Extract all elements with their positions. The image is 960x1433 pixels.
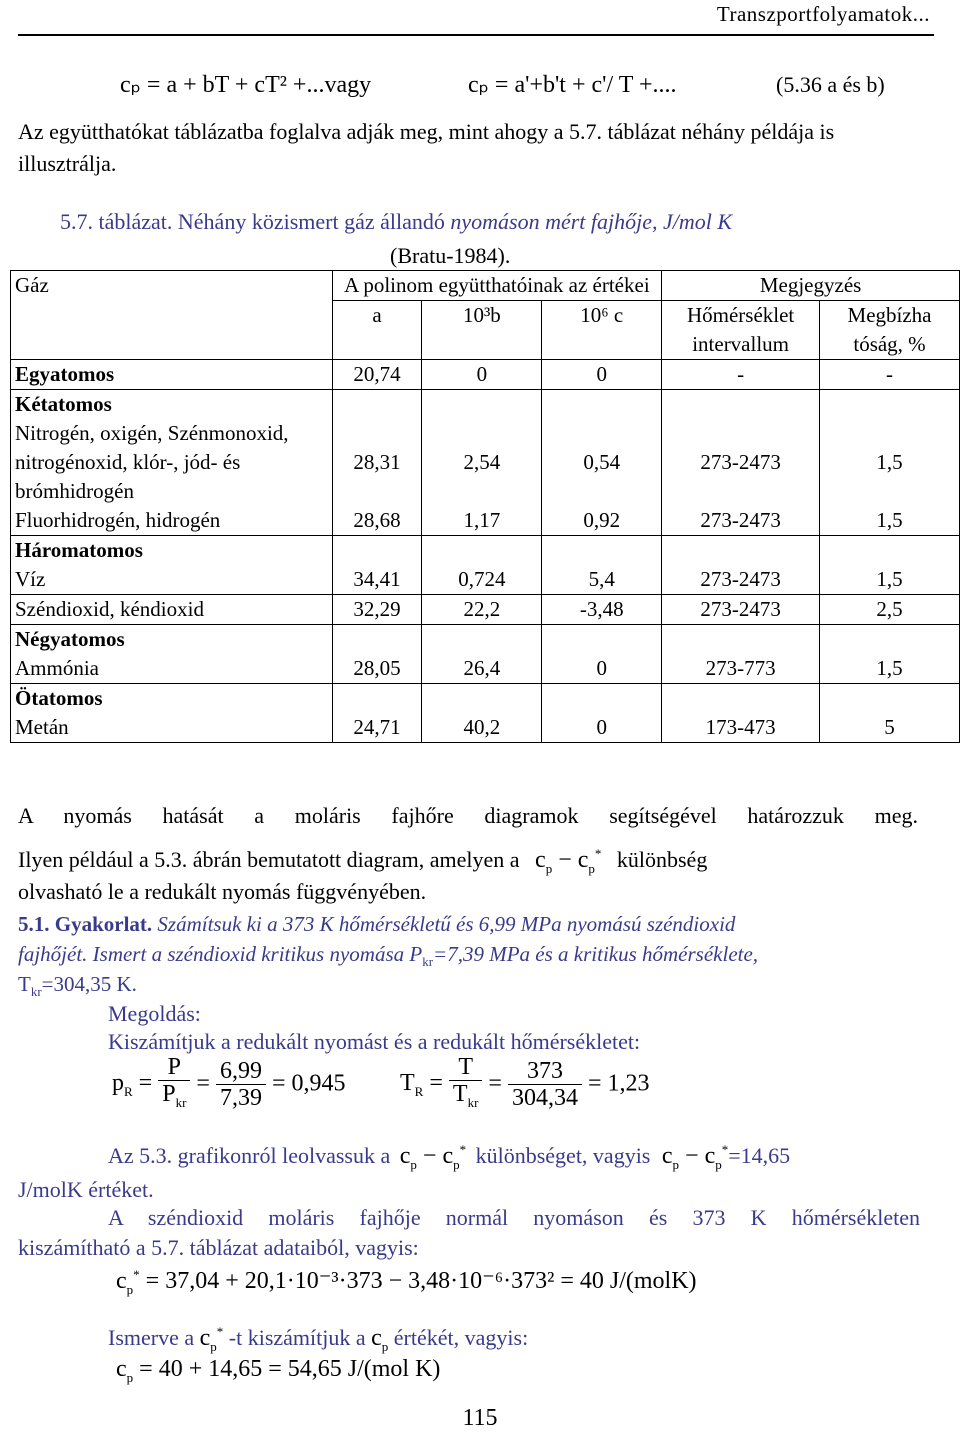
exercise-line-3: $T_{kr}=304,35$ K. [18,972,137,1000]
cell-a: 34,41 [332,536,422,595]
calc-text-1: A széndioxid moláris fajhője normál nyomáson és 373 K hőmérsékleten [108,1205,920,1230]
cell-b: 40,2 [422,684,542,743]
page-number: 115 [462,1405,498,1431]
cell-temp: 273-2473 [662,595,820,625]
cell-a: 20,74 [332,360,422,390]
cell-a: 32,29 [332,595,422,625]
cell-rel: 2,5 [820,595,960,625]
table-header-row-1 [11,271,960,301]
cell-b: 22,2 [422,595,542,625]
gas-cell [11,536,333,595]
gas-cell [11,684,333,743]
cp-equation: $c_p = 40 + 14,65 = 54,65$ J/(mol K) [116,1356,441,1385]
group-label: Ötatomos [15,686,103,710]
cell-rel: - [820,360,960,390]
caption-source: (Bratu-1984). [390,243,511,268]
cell-b: 26,4 [422,625,542,684]
table-row [11,360,960,390]
exercise-line-1: 5.1. Gyakorlat. Számítsuk ki a 373 K hőmérsékletű és 6,99 MPa nyomású széndioxid [18,912,736,936]
table-row [11,390,960,536]
header-temperature: Hőmérséklet intervallum [662,301,820,360]
gas-cell [11,390,333,536]
cell-c: 5,4 [542,536,662,595]
cell-temp: 273-773 [662,625,820,684]
table-row [11,684,960,743]
solution-label: Megoldás: [108,1001,201,1026]
gas-name: Ammónia [15,656,99,680]
cell-temp: - [662,360,820,390]
gas-name: Víz [15,567,46,591]
equation-ref: (5.36 a és b) [776,72,885,97]
header-note: Megjegyzés [662,271,960,301]
table-row [11,595,960,625]
group-label: Egyatomos [11,360,333,390]
header-a: a [332,301,422,360]
graph-reading-unit: J/molK értéket. [18,1177,154,1202]
cell-a: 24,71 [332,684,422,743]
specific-heat-table [10,270,960,743]
header-c: 10⁶ c [542,301,662,360]
running-header: Transzportfolyamatok... [716,2,930,26]
gas-name: Fluorhidrogén, hidrogén [15,508,221,532]
graph-reading-line: Az 5.3. grafikonról leolvassuk a $c_p - c_p^*$ különbséget, vagyis $c_p - c_p^*=14,65$ [108,1142,791,1172]
header-rule [18,34,934,36]
exercise-line-2: fajhőjét. Ismert a széndioxid kritikus nyomása $P_{kr}=7,39$ MPa és a kritikus hőmérséklete, [18,942,759,970]
knowing-line: Ismerve a $c_p^*$ -t kiszámítjuk a $c_p$ értékét, vagyis: [108,1324,529,1354]
cp-difference-symbol: $c_p - c_p^*$ [535,846,602,876]
intro-paragraph: Az együtthatókat táblázatba foglalva adják meg, mint ahogy a 5.7. táblázat néhány példája is illusztrálja. [18,119,835,176]
cell-b: 2,54 1,17 [422,390,542,536]
gas-cell [11,625,333,684]
cell-rel: 1,5 [820,536,960,595]
cell-c: 0 [542,625,662,684]
cell-a: 28,05 [332,625,422,684]
cell-temp: 273-2473 273-2473 [662,390,820,536]
cp-star-equation: $c_p^* = 37,04 + 20,1\cdot 10^{-3}\cdot 373 - 3,48\cdot 10^{-6}\cdot 373^2 = 40$ J/(molK) [116,1267,697,1297]
equation-5-36b: cₚ = a'+b't + c'/ T +.... [468,72,677,98]
table-row [11,625,960,684]
cell-b: 0 [422,360,542,390]
gas-name: Metán [15,715,69,739]
cell-rel: 1,5 [820,625,960,684]
pressure-text-3: olvasható le a redukált nyomás függvényében. [18,879,427,904]
cell-c: 0 [542,684,662,743]
gas-name: Széndioxid, kéndioxid [11,595,333,625]
header-reliability: Megbízha tóság, % [820,301,960,360]
table-caption [60,206,930,238]
cell-a: 28,31 28,68 [332,390,422,536]
calc-text-2: kiszámítható a 5.7. táblázat adataiból, vagyis: [18,1235,419,1260]
group-label: Háromatomos [15,538,143,562]
header-b: 10³b [422,301,542,360]
gas-name: Nitrogén, oxigén, Szénmonoxid, nitrogénoxid, klór-, jód- és brómhidrogén [15,421,289,503]
cell-rel: 5 [820,684,960,743]
solution-text: Kiszámítjuk a redukált nyomást és a redukált hőmérsékletet: [108,1029,641,1054]
group-label: Négyatomos [15,627,125,651]
cell-temp: 173-473 [662,684,820,743]
header-polynomial: A polinom együtthatóinak az értékei [332,271,662,301]
caption-italic: nyomáson mért fajhője, J/mol K [450,209,733,234]
cell-c: -3,48 [542,595,662,625]
reduced-pressure-equation: $p_R$ = $\frac{P}{P_{kr}}$ = $\frac{6,99}{7,39}$ = 0,945 [112,1054,346,1112]
header-gas: Gáz [11,271,333,360]
group-label: Kétatomos [15,392,112,416]
reduced-temperature-equation: $T_R$ = $\frac{T}{T_{kr}}$ = $\frac{373}{304,34}$ = 1,23 [400,1054,650,1112]
table-row [11,536,960,595]
pressure-text-1: A nyomás hatását a moláris fajhőre diagramok segítségével határozzuk meg. [18,803,918,828]
pressure-text-2: Ilyen például a 5.3. ábrán bemutatott diagram, amelyen a $c_p - c_p^*$ különbség [18,846,708,876]
cell-b: 0,724 [422,536,542,595]
cell-c: 0 [542,360,662,390]
equation-5-36a: cₚ = a + bT + cT² +...vagy [120,72,372,98]
cell-c: 0,54 0,92 [542,390,662,536]
cell-rel: 1,5 1,5 [820,390,960,536]
cell-temp: 273-2473 [662,536,820,595]
caption-prefix: 5.7. táblázat. Néhány közismert gáz állandó [60,209,451,234]
